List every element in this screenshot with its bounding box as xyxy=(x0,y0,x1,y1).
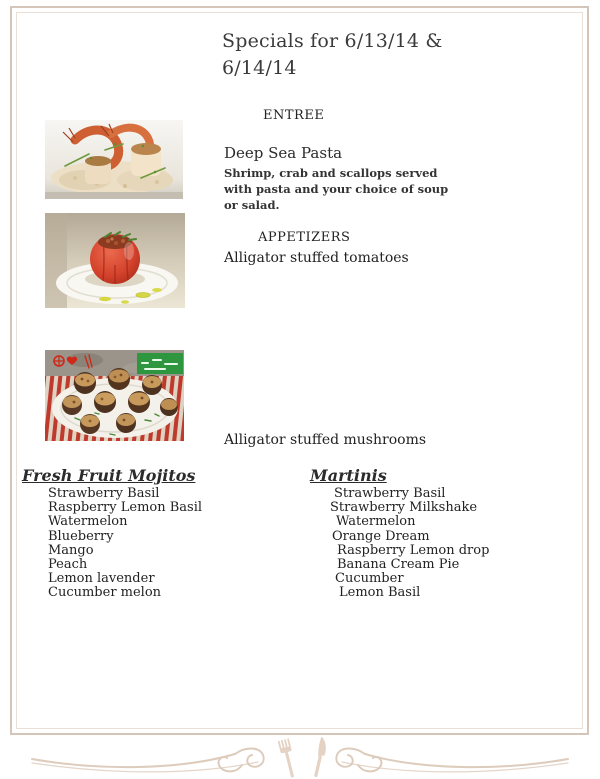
stuffed-mushrooms-illustration xyxy=(45,350,184,441)
martinis-list xyxy=(328,487,489,601)
page-title: Specials for 6/13/14 & 6/14/14 xyxy=(222,30,443,79)
mojito-item: Watermelon xyxy=(48,514,128,530)
appetizers-section-heading: APPETIZERS xyxy=(258,230,351,245)
mojito-item: Peach xyxy=(48,557,88,573)
martini-item: Orange Dream xyxy=(332,528,430,544)
entree-dish-photo xyxy=(45,120,183,199)
martini-item: Banana Cream Pie xyxy=(337,557,460,573)
stuffed-mushrooms-photo xyxy=(45,350,184,441)
stuffed-tomato-photo xyxy=(45,213,185,308)
mojitos-list xyxy=(48,487,202,601)
martini-item: Cucumber xyxy=(335,571,404,587)
martini-item: Watermelon xyxy=(336,514,416,530)
entree-dish-name: Deep Sea Pasta xyxy=(224,144,343,162)
appetizer-mushrooms-label: Alligator stuffed mushrooms xyxy=(224,432,427,448)
mojito-item: Lemon lavender xyxy=(48,571,155,587)
shrimp-scallop-risotto-illustration xyxy=(45,120,183,199)
mojito-item: Cucumber melon xyxy=(48,585,162,601)
entree-section-heading: ENTREE xyxy=(263,108,325,123)
mojitos-heading: Fresh Fruit Mojitos xyxy=(22,466,196,485)
stuffed-tomato-illustration xyxy=(45,213,185,308)
mojito-item: Strawberry Basil xyxy=(48,486,160,501)
appetizer-tomatoes-label: Alligator stuffed tomatoes xyxy=(224,250,409,266)
martini-item: Raspberry Lemon drop xyxy=(337,542,490,558)
mojito-item: Raspberry Lemon Basil xyxy=(48,500,203,516)
fork-knife-flourish-icon xyxy=(30,737,570,779)
martinis-heading: Martinis xyxy=(310,466,387,485)
mojito-item: Blueberry xyxy=(48,528,114,544)
mojito-item: Mango xyxy=(48,542,94,558)
martini-item: Lemon Basil xyxy=(339,585,421,601)
martini-item: Strawberry Milkshake xyxy=(330,500,478,516)
entree-dish-description: Shrimp, crab and scallops served with pasta and your choice of soup or salad. xyxy=(224,166,449,212)
martini-item: Strawberry Basil xyxy=(334,486,446,501)
